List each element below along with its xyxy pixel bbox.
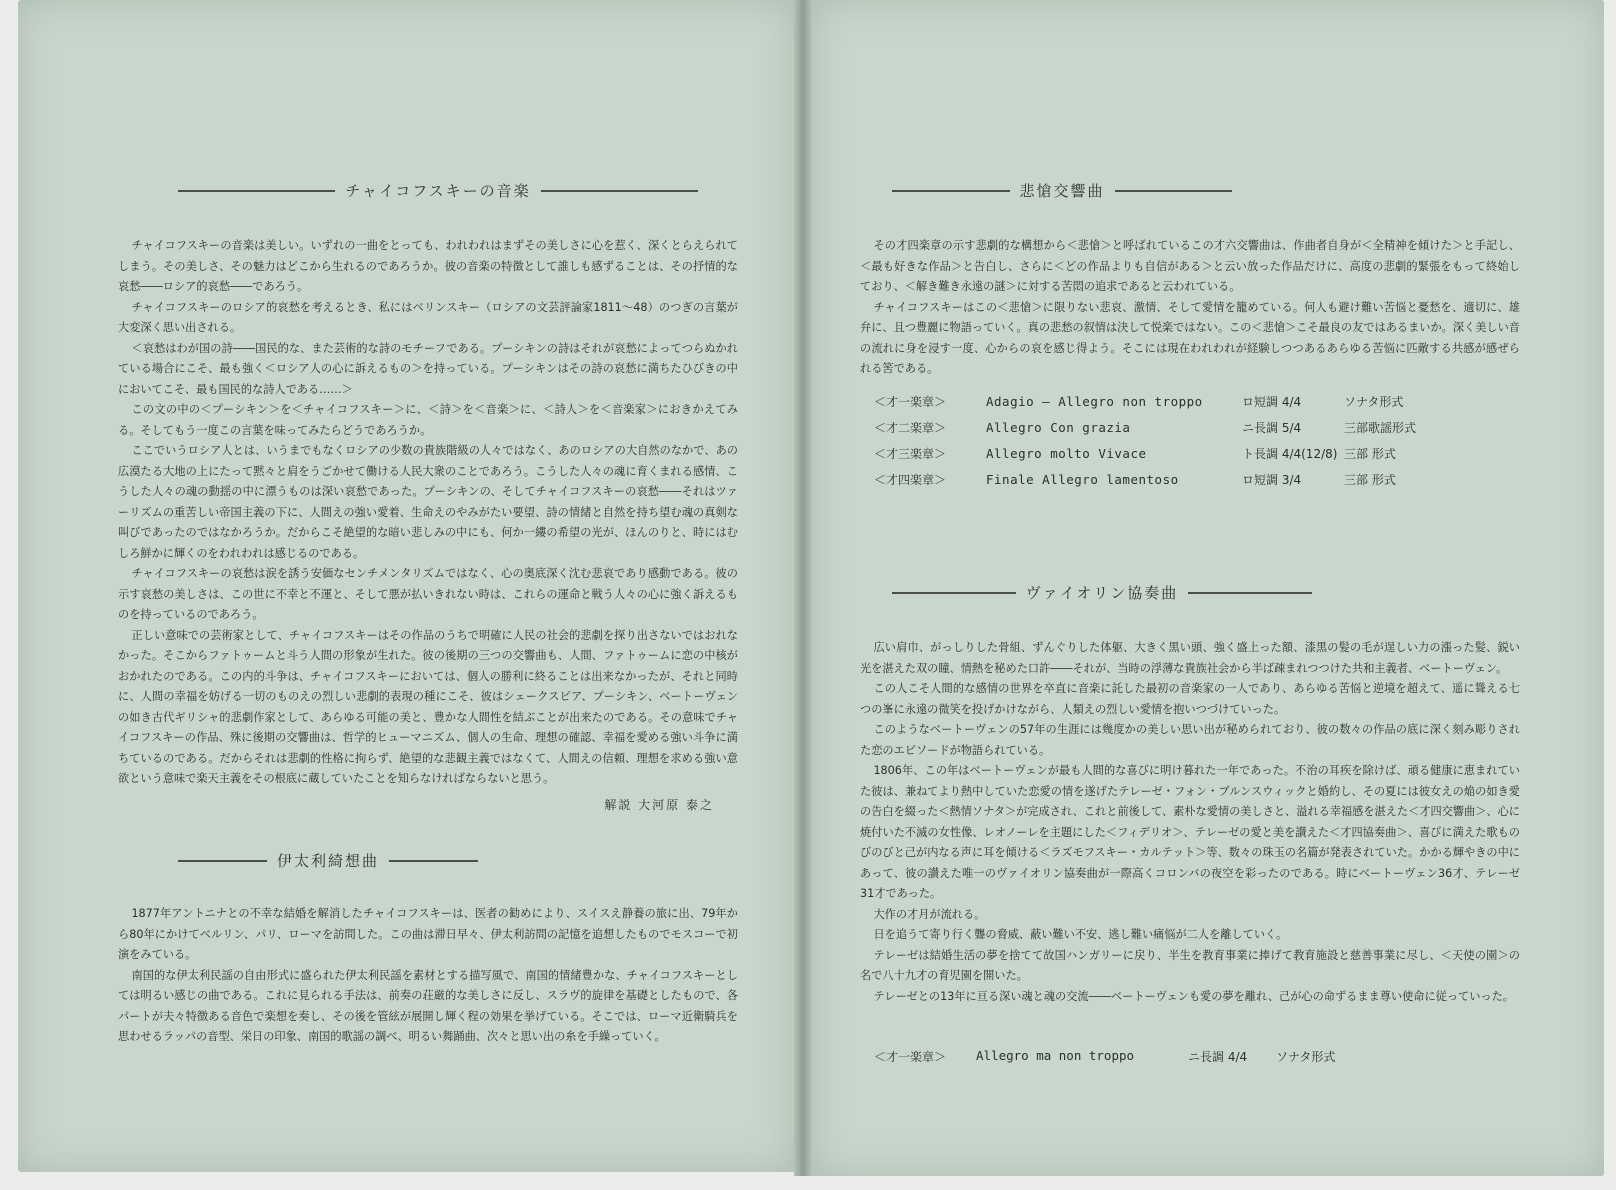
movement-row <box>874 440 1454 466</box>
violin-heading-block <box>882 582 1322 603</box>
paragraph: この文の中の＜プーシキン＞を＜チャイコフスキー＞に、＜詩＞を＜音楽＞に、＜詩人＞を＜音楽家＞におきかえてみる。そしてもう一度この言葉を味ってみたらどうであろうか。 <box>118 403 738 437</box>
movement-key: ロ短調 3/4 <box>1242 472 1302 487</box>
heading-rule <box>178 190 335 192</box>
section-heading <box>882 180 1242 201</box>
heading-capriccio: 伊太利綺想曲 <box>277 852 380 870</box>
movement-number: ＜才一楽章＞ <box>874 1050 947 1064</box>
violin-movement <box>874 1048 1335 1065</box>
pathetique-heading-block <box>882 180 1242 201</box>
heading-rule <box>541 190 698 192</box>
movement-key: ト長調 4/4(12/8) <box>1242 446 1338 461</box>
movement-form: ソナタ形式 <box>1344 394 1404 409</box>
movement-form: 三部 形式 <box>1344 446 1396 461</box>
movement-tempo: Allegro Con grazia <box>986 419 1131 435</box>
paragraph: チャイコフスキーの音楽は美しい。いずれの一曲をとっても、われわれはまずその美しさに心を惹く、深くとらえられてしまう。その美しさ、その魅力はどこから生れるのであろうか。彼の音楽の特徴として誰しも感ずることは、その抒情的な哀愁――ロシア的哀愁――であろう。 <box>118 239 738 293</box>
paragraph: テレーゼとの13年に亘る深い魂と魂の交流――ベートーヴェンも愛の夢を離れ、己が心の命ずるまま尊い使命に従っていった。 <box>873 989 1514 1003</box>
signature: 解説 大河原 泰之 <box>604 797 714 812</box>
movement-tempo: Finale Allegro lamentoso <box>986 471 1179 487</box>
capriccio-heading-block <box>168 850 488 871</box>
heading-rule <box>892 592 1016 594</box>
pathetique-movements <box>874 388 1454 492</box>
paragraph: 正しい意味での芸術家として、チャイコフスキーはその作品のうちで明確に人民の社会的悲劇を探り出さないではおれなかった。そこからファトゥームと斗う人間の形象が生れた。彼の後期の三つの交響曲も、人間、ファトゥームに恋の中核がおかれたのである。この内的斗争は、チャイコフスキーにおいては、個人の勝利に終ることは出来なかったが、それと同時に、人間の幸福を妨げる一切のものえの烈しい悲劇的表現の種にこそ、彼はシェークスピア、プーシキン、ベートーヴェンの如き古代ギリシャ的悲劇作家として、あらゆる可能の美と、豊かな人間性を結ぶことが出来たのである。その意味でチャイコフスキーの作品、殊に後期の交響曲は、哲学的ヒューマニズム、個人の生命、理想の確認、幸福を愛める強い斗争に満ちているのである。だからそれは悲劇的性格に拘らず、絶望的な悲観主義ではなくて、人間えの信頼、理想を求める強い意欲という意味で楽天主義をその根底に蔵していたことを知らなければならないと思う。 <box>118 628 738 785</box>
paragraph: この人こそ人間的な感情の世界を卒直に音楽に託した最初の音楽家の一人であり、あらゆる苦悩と逆境を超えて、遥に聳える七つの峯に永遠の微笑を投げかけながら、人類えの烈しい愛情を抱いつづけていった。 <box>860 682 1520 716</box>
movement-form: 三部 形式 <box>1344 472 1396 487</box>
right-page <box>812 0 1604 1176</box>
movement-tempo: Allegro ma non troppo <box>976 1048 1135 1063</box>
movement-tempo: Adagio ― Allegro non troppo <box>986 393 1203 409</box>
heading-pathetique: 悲愴交響曲 <box>1019 182 1105 200</box>
movement-form: 三部歌謡形式 <box>1344 420 1417 435</box>
paragraph: 大作の才月が流れる。 <box>873 907 986 921</box>
movement-row <box>874 1048 1335 1065</box>
movement-number: ＜才一楽章＞ <box>874 394 947 409</box>
heading-rule <box>892 190 1010 192</box>
pathetique-body <box>860 236 1520 380</box>
page-gutter <box>794 0 812 1176</box>
movement-key: ロ短調 4/4 <box>1242 394 1302 409</box>
movement-tempo: Allegro molto Vivace <box>986 445 1147 461</box>
paragraph: 日を追うて寄り行く聾の脅威、蔽い難い不安、逃し難い痛悩が二人を離していく。 <box>873 928 1288 941</box>
movement-number: ＜才二楽章＞ <box>874 420 947 435</box>
tchaikovsky-heading-block <box>168 180 708 201</box>
paragraph: その才四楽章の示す悲劇的な構想から＜悲愴＞と呼ばれているこの才六交響曲は、作曲者自身が＜全精神を傾けた＞と手記し、＜最も好きな作品＞と告白し、さらに＜どの作品よりも自信がある＞と云い放った作品だけに、高度の悲劇的緊張をもって終始しており、＜解き難き永遠の謎＞に対する苦悶の追求であると云われている。 <box>860 239 1520 293</box>
heading-rule <box>178 860 267 862</box>
violin-body <box>860 638 1520 1007</box>
section-heading <box>882 582 1322 603</box>
paragraph: チャイコフスキーのロシア的哀愁を考えるとき、私にはベリンスキー（ロシアの文芸評論家1811～48）のつぎの言葉が大変深く思い出される。 <box>118 300 738 334</box>
paragraph: 1877年アントニナとの不幸な結婚を解消したチャイコフスキーは、医者の勧めにより、スイスえ静養の旅に出、79年から80年にかけてベルリン、パリ、ローマを訪問した。この曲は滞日早々、伊太利訪問の記憶を追想したものでモスコーで初演をみている。 <box>118 907 738 961</box>
movement-table <box>874 388 1454 492</box>
heading-rule <box>1188 592 1312 594</box>
movement-row <box>874 466 1454 492</box>
heading-tchaikovsky: チャイコフスキーの音楽 <box>345 182 531 200</box>
paragraph: チャイコフスキーの哀愁は涙を誘う安価なセンチメンタリズムではなく、心の奥底深く沈む悲哀であり感動である。彼の示す哀愁の美しさは、この世に不幸と不運と、そして悪が払いきれない時は、これらの運命と戦う人々の心に強く訴えるものを持っているのであろう。 <box>118 567 738 621</box>
capriccio-body <box>118 904 738 1048</box>
section-heading <box>168 850 488 871</box>
movement-key: ニ長調 4/4 <box>1188 1050 1248 1064</box>
left-page <box>18 0 794 1172</box>
paragraph: ここでいうロシア人とは、いうまでもなくロシアの少数の貴族階級の人々ではなく、あのロシアの大自然のなかで、あの広漠たる大地の上にたって黙々と肩をうごかせて働ける人民大衆のことであろう。こうした人々の魂に育くまれる感情、こうした人々の魂の動揺の中に漂うものは深い哀愁であった。プーシキンの、そしてチャイコフスキーの哀愁――それはツァーリズムの重苦しい帝国主義の下に、人間えの強い愛着、生命えのやみがたい要望、詩の情緒と自然を持ち望む魂の真剣な叫びであったのではなかろうか。だからこそ絶望的な暗い悲しみの中にも、何か一縷の希望の光が、ほんのりと、時にはむしろ鮮かに輝くのをわれわれは感じるのである。 <box>118 444 738 560</box>
heading-violin-concerto: ヴァイオリン協奏曲 <box>1025 584 1179 602</box>
paragraph: 広い肩巾、がっしりした骨組、ずんぐりした体躯、大きく黒い頭、強く盛上った額、漆黒の髪の毛が逞しい力の漲った髪、鋭い光を湛えた双の瞳、情熱を秘めた口許――それが、当時の浮薄な貴族社会から半ば疎まれつつけた共和主義者、ベートーヴェン。 <box>860 641 1520 675</box>
section-heading <box>168 180 708 201</box>
movement-key: ニ長調 5/4 <box>1242 420 1302 435</box>
movement-form: ソナタ形式 <box>1276 1050 1336 1064</box>
paragraph: 南国的な伊太利民謡の自由形式に盛られた伊太利民謡を素材とする描写風で、南国的情緒豊かな、チャイコフスキーとしては明るい感じの曲である。これに見られる手法は、前奏の荘厳的な美しさに反し、スラヴ的旋律を基礎としたもので、各パートが夫々特徴ある音色で楽想を奏し、その後を管絃が展開し輝く程の効果を挙げている。そこでは、ローマ近衛騎兵を思わせるラッパの音型、栄日の印象、南国的歌謡の調べ、明るい舞踊曲、次々と思い出の糸を手繰っていく。 <box>118 968 738 1043</box>
tchaikovsky-body <box>118 236 738 813</box>
paragraph: チャイコフスキーはこの＜悲愴＞に限りない悲哀、激情、そして愛情を籠めている。何人も避け難い苦悩と憂愁を、適切に、雄弁に、且つ豊麗に物語っていく。真の悲愁の叙情は決して悦楽ではない。この＜悲愴＞こそ最良の友ではあるまいか。深く美しい音の流れに身を浸す一度、心からの哀を感じ得よう。そこには現在われわれが経験しつつあるあらゆる苦悩に匹敵する共感が感ぜられる筈である。 <box>860 300 1520 375</box>
heading-rule <box>389 860 478 862</box>
paragraph: テレーゼは結婚生活の夢を捨てて故国ハンガリーに戻り、半生を教育事業に捧げて教育施設と慈善事業に尽し、＜天使の園＞の名で八十九才の育児園を開いた。 <box>860 948 1520 982</box>
movement-number: ＜才三楽章＞ <box>874 446 947 461</box>
movement-number: ＜才四楽章＞ <box>874 472 947 487</box>
quote-paragraph: ＜哀愁はわが国の詩――国民的な、また芸術的な詩のモチーフである。プーシキンの詩はそれが哀愁によってつらぬかれている場合にこそ、最も強く＜ロシア人の心に訴えるもの＞を持っている。プーシキンはその詩の哀愁に満ちたひびきの中においてこそ、最も国民的な詩人である……＞ <box>118 341 738 396</box>
movement-row <box>874 388 1454 414</box>
paragraph: 1806年、この年はベートーヴェンが最も人間的な喜びに明け暮れた一年であった。不治の耳疾を除けば、頑る健康に恵まれていた彼は、兼ねてより熱中していた恋愛の情を遂げたテレーゼ・フォン・ブルンスウィックと婚約し、その夏には彼女えの焔の如き愛の告白を綴った＜熱情ソナタ＞が完成され、これと前後して、素朴な愛情の美しさと、溢れる幸福感を湛えた＜才四交響曲＞、心に焼付いた不滅の女性像、レオノーレを主題にした＜フィデリオ＞、テレーゼの愛と美を讃えた＜才四協奏曲＞、喜びに満えた歌ものびのびと己が内なる声に耳を傾ける＜ラズモフスキー・カルテット＞等、数々の珠玉の名篇が発表されていた。かかる輝やきの中にあって、彼の讃えた唯一のヴァイオリン協奏曲が一際高くコロンバの夜空を彩ったのである。時にベートーヴェン36才、テレーゼ31才であった。 <box>860 764 1520 900</box>
paragraph: このようなベートーヴェンの57年の生涯には幾度かの美しい思い出が秘められており、彼の数々の作品の底に深く刻み彫りされた恋のエピソードが物語られている。 <box>860 723 1520 757</box>
movement-row <box>874 414 1454 440</box>
heading-rule <box>1115 190 1233 192</box>
